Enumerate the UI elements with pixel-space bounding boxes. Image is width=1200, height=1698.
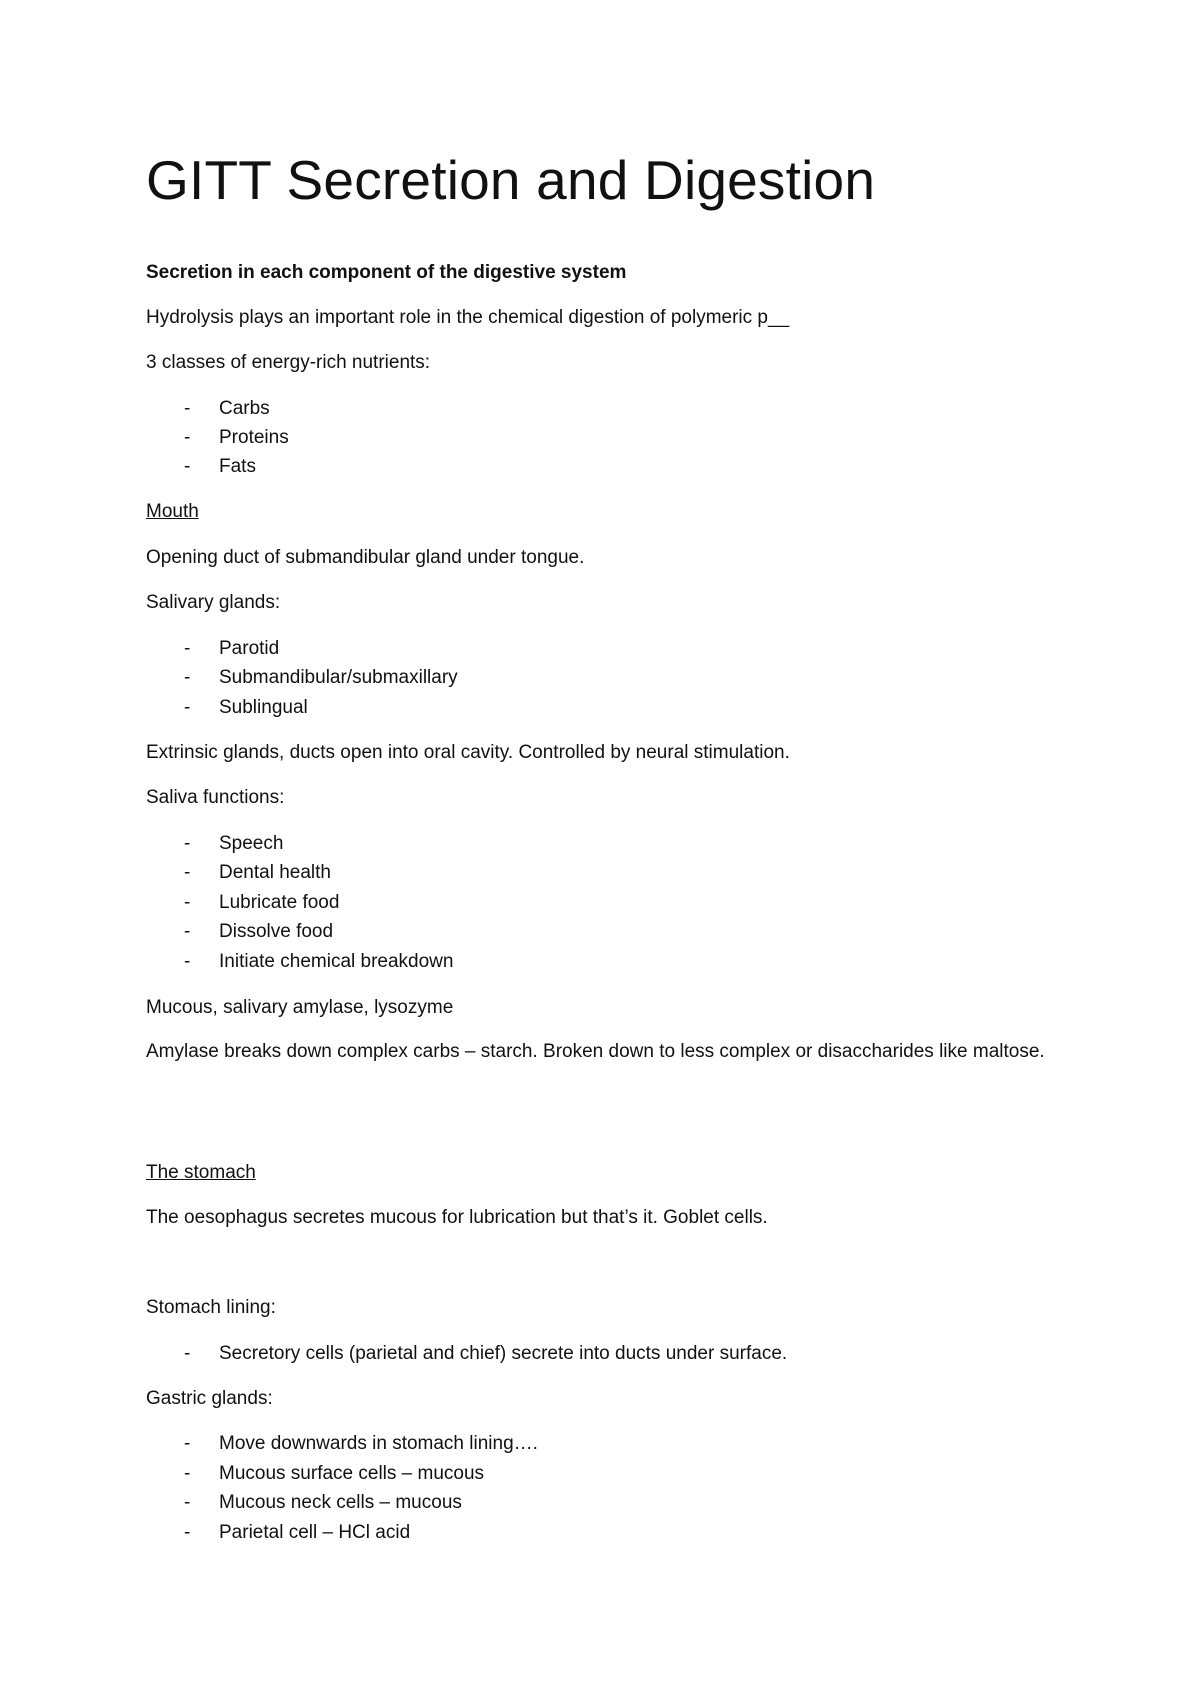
list-item-text: Mucous surface cells – mucous — [219, 1463, 485, 1484]
list-dash: - — [184, 697, 191, 718]
paragraph-opening-duct: Opening duct of submandibular gland under tongue. — [146, 547, 585, 568]
list-item-text: Move downwards in stomach lining…. — [219, 1433, 538, 1454]
list-dash: - — [184, 833, 191, 854]
list-dash: - — [184, 667, 191, 688]
list-dash: - — [184, 1492, 191, 1513]
list-dash: - — [184, 921, 191, 942]
list-item-text: Dental health — [219, 862, 331, 883]
section-heading: Secretion in each component of the digestive system — [146, 262, 627, 283]
list-item-text: Initiate chemical breakdown — [219, 951, 454, 972]
paragraph-salivary-glands: Salivary glands: — [146, 592, 281, 613]
list-dash: - — [184, 427, 191, 448]
list-dash: - — [184, 892, 191, 913]
list-item-text: Speech — [219, 833, 284, 854]
paragraph-amylase: Amylase breaks down complex carbs – starch. Broken down to less complex or disaccharides like maltose. — [146, 1041, 1045, 1062]
list-item-text: Submandibular/submaxillary — [219, 667, 458, 688]
list-item-text: Dissolve food — [219, 921, 334, 942]
mouth-heading: Mouth — [146, 501, 199, 522]
paragraph-saliva-functions: Saliva functions: — [146, 787, 285, 808]
paragraph-nutrient-classes: 3 classes of energy-rich nutrients: — [146, 352, 431, 373]
list-item-text: Secretory cells (parietal and chief) secrete into ducts under surface. — [219, 1343, 788, 1364]
list-item-text: Proteins — [219, 427, 289, 448]
paragraph-gastric-glands: Gastric glands: — [146, 1388, 273, 1409]
list-item-text: Parietal cell – HCl acid — [219, 1522, 411, 1543]
list-item-text: Carbs — [219, 398, 270, 419]
paragraph-hydrolysis: Hydrolysis plays an important role in the chemical digestion of polymeric p__ — [146, 307, 790, 328]
list-dash: - — [184, 862, 191, 883]
list-item-text: Lubricate food — [219, 892, 340, 913]
list-dash: - — [184, 951, 191, 972]
list-dash: - — [184, 1433, 191, 1454]
document-title: GITT Secretion and Digestion — [146, 149, 876, 211]
list-item-text: Parotid — [219, 638, 280, 659]
list-item-text: Sublingual — [219, 697, 308, 718]
list-dash: - — [184, 398, 191, 419]
paragraph-mucous-amylase: Mucous, salivary amylase, lysozyme — [146, 997, 454, 1018]
list-dash: - — [184, 638, 191, 659]
list-item-text: Fats — [219, 456, 256, 477]
paragraph-stomach-lining: Stomach lining: — [146, 1297, 276, 1318]
list-dash: - — [184, 1343, 191, 1364]
list-item-text: Mucous neck cells – mucous — [219, 1492, 462, 1513]
list-dash: - — [184, 1522, 191, 1543]
list-dash: - — [184, 456, 191, 477]
list-dash: - — [184, 1463, 191, 1484]
paragraph-extrinsic-glands: Extrinsic glands, ducts open into oral cavity. Controlled by neural stimulation. — [146, 742, 790, 763]
paragraph-oesophagus: The oesophagus secretes mucous for lubrication but that’s it. Goblet cells. — [146, 1207, 768, 1228]
stomach-heading: The stomach — [146, 1162, 256, 1183]
